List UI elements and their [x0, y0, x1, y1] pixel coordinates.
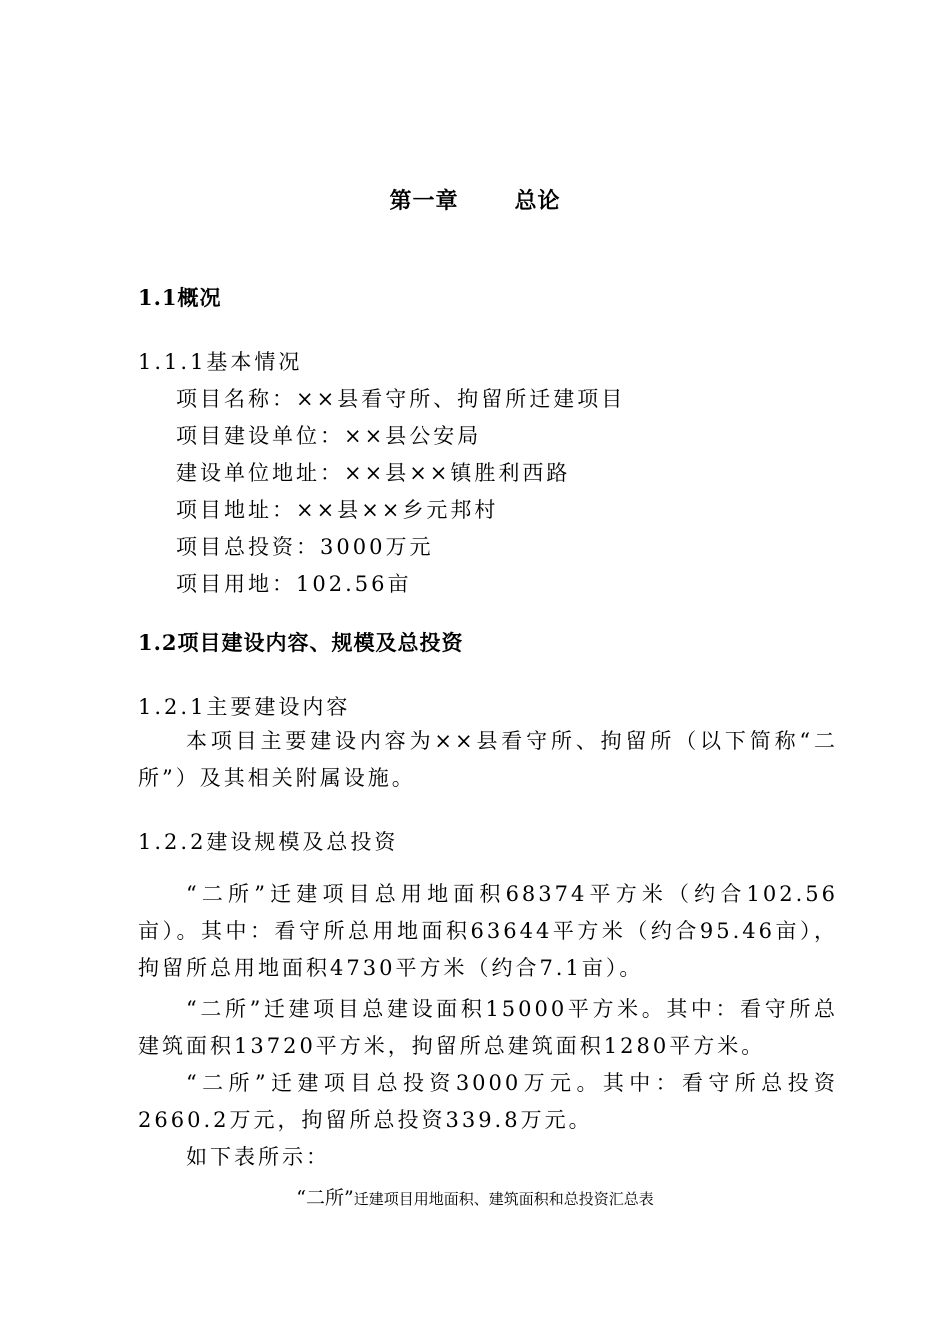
paragraph-building-area — [138, 991, 838, 1065]
paragraph-text: 如下表所示： — [186, 1145, 330, 1169]
subsection-heading-1-2-1: 1.2.1主要建设内容 — [138, 695, 351, 719]
paragraph-text: “二所”迁建项目总建设面积15000平方米。其中：看守所总建筑面积13720平方米，拘留所总建筑面积1280平方米。 — [138, 997, 838, 1058]
subsection-heading-1-1-1: 1.1.1基本情况 — [138, 350, 303, 374]
chapter-title — [0, 184, 950, 215]
info-project-address: 项目地址：××县××乡元邦村 — [176, 498, 499, 522]
paragraph-text: “二所”迁建项目总用地面积68374平方米（约合102.56亩）。其中：看守所总用地面积63644平方米（约合95.46亩），拘留所总用地面积4730平方米（约合7.1亩）。 — [138, 882, 838, 980]
info-total-investment: 项目总投资：3000万元 — [176, 535, 434, 559]
paragraph-table-intro — [138, 1139, 838, 1176]
table-caption — [0, 1183, 950, 1210]
info-land-use: 项目用地：102.56亩 — [176, 572, 412, 596]
section-heading-1-1: 1.1概况 — [138, 285, 222, 310]
section-heading-1-2: 1.2项目建设内容、规模及总投资 — [138, 630, 464, 655]
table-caption-text: 迁建项目用地面积、建筑面积和总投资汇总表 — [353, 1190, 654, 1208]
info-project-name: 项目名称：××县看守所、拘留所迁建项目 — [176, 387, 626, 411]
chapter-name: 总论 — [514, 188, 561, 214]
paragraph-text: 本项目主要建设内容为××县看守所、拘留所（以下简称“二所”）及其相关附属设施。 — [138, 729, 838, 790]
paragraph-land-area — [138, 876, 838, 987]
table-caption-prefix: “二所” — [296, 1187, 354, 1209]
info-unit-address: 建设单位地址：××县××镇胜利西路 — [176, 461, 571, 485]
paragraph-investment — [138, 1065, 838, 1139]
chapter-number: 第一章 — [389, 188, 459, 214]
paragraph-main-content — [138, 723, 838, 797]
paragraph-text: “二所”迁建项目总投资3000万元。其中：看守所总投资2660.2万元，拘留所总投资339.8万元。 — [138, 1071, 838, 1132]
subsection-heading-1-2-2: 1.2.2建设规模及总投资 — [138, 830, 399, 854]
info-construction-unit: 项目建设单位：××县公安局 — [176, 424, 482, 448]
